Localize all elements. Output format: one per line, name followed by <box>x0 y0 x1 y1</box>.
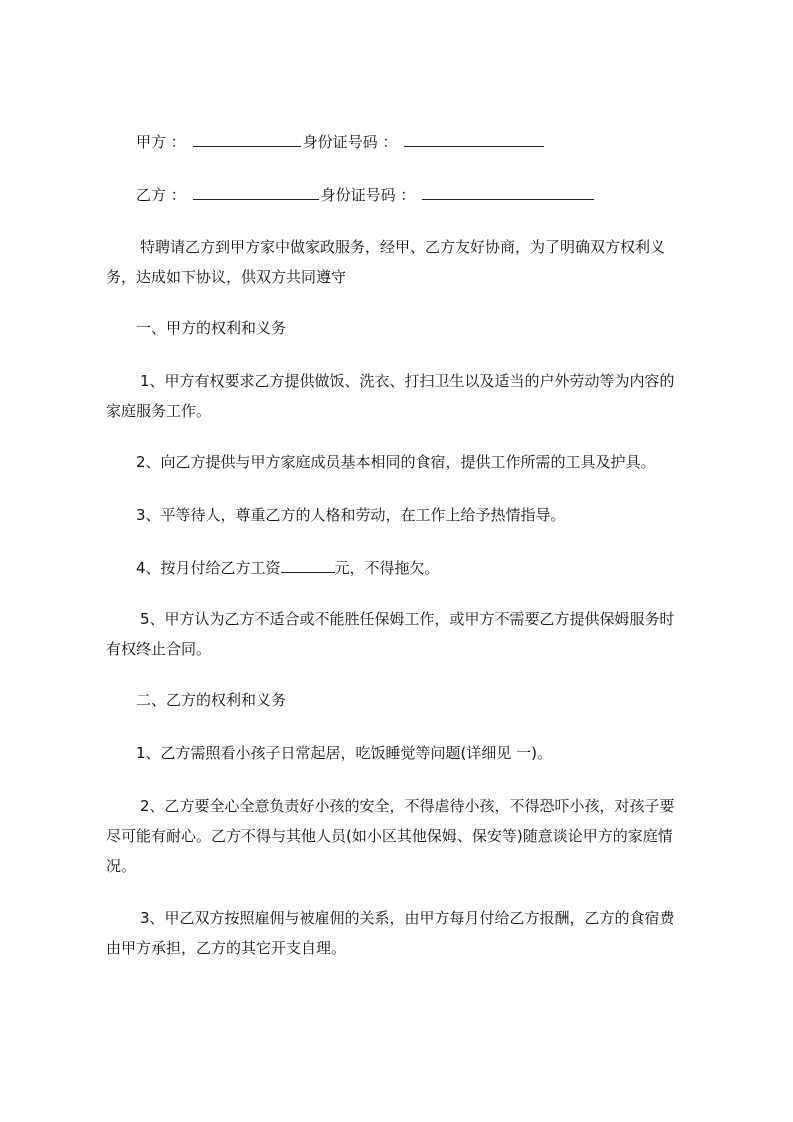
section2-item-1: 1、乙方需照看小孩子日常起居，吃饭睡觉等问题(详细见 一)。 <box>136 744 553 762</box>
party-b-id-blank[interactable] <box>422 185 594 200</box>
section1-item-4 <box>136 558 440 578</box>
party-a-label: 甲方 ： <box>136 133 186 151</box>
party-b-name-blank[interactable] <box>193 185 319 200</box>
section2-item-3: 3、甲乙双方按照雇佣与被雇佣的关系，由甲方每月付给乙方报酬，乙方的食宿费由甲方承担，乙方的其它开支自理。 <box>106 909 675 957</box>
salary-amount-blank[interactable] <box>281 558 335 573</box>
section2-heading: 二、乙方的权利和义务 <box>136 691 287 709</box>
section2-item-2: 2、乙方要全心全意负责好小孩的安全，不得虐待小孩，不得恐吓小孩，对孩子要 尽可能有耐心。乙方不得与其他人员(如小区其他保姆、保安等)随意谈论甲方的家庭情况。 <box>106 797 675 875</box>
section1-item-1: 1、甲方有权要求乙方提供做饭、洗衣、打扫卫生以及适当的户外劳动等为内容的家庭服务工作。 <box>106 372 675 420</box>
party-a-id-label: 身份证号码 ： <box>302 133 398 151</box>
section1-item-5: 5、甲方认为乙方不适合或不能胜任保姆工作，或甲方不需要乙方提供保姆服务时有权终止合同。 <box>106 610 675 658</box>
section1-item-2: 2、向乙方提供与甲方家庭成员基本相同的食宿，提供工作所需的工具及护具。 <box>136 453 656 471</box>
party-b-line <box>136 185 596 205</box>
salary-suffix: 元，不得拖欠。 <box>334 559 440 577</box>
section1-heading: 一、甲方的权利和义务 <box>136 319 287 337</box>
salary-prefix: 4、按月付给乙方工资 <box>136 559 281 577</box>
party-a-id-blank[interactable] <box>404 132 544 147</box>
party-a-name-blank[interactable] <box>193 132 301 147</box>
party-b-id-label: 身份证号码 ： <box>320 186 416 204</box>
party-a-line <box>136 132 546 152</box>
intro-paragraph: 特聘请乙方到甲方家中做家政服务，经甲、乙方友好协商，为了明确双方权利义务，达成如下协议，供双方共同遵守 <box>106 238 666 286</box>
section1-item-3: 3、平等待人，尊重乙方的人格和劳动，在工作上给予热情指导。 <box>136 506 566 524</box>
party-b-label: 乙方 ： <box>136 186 186 204</box>
